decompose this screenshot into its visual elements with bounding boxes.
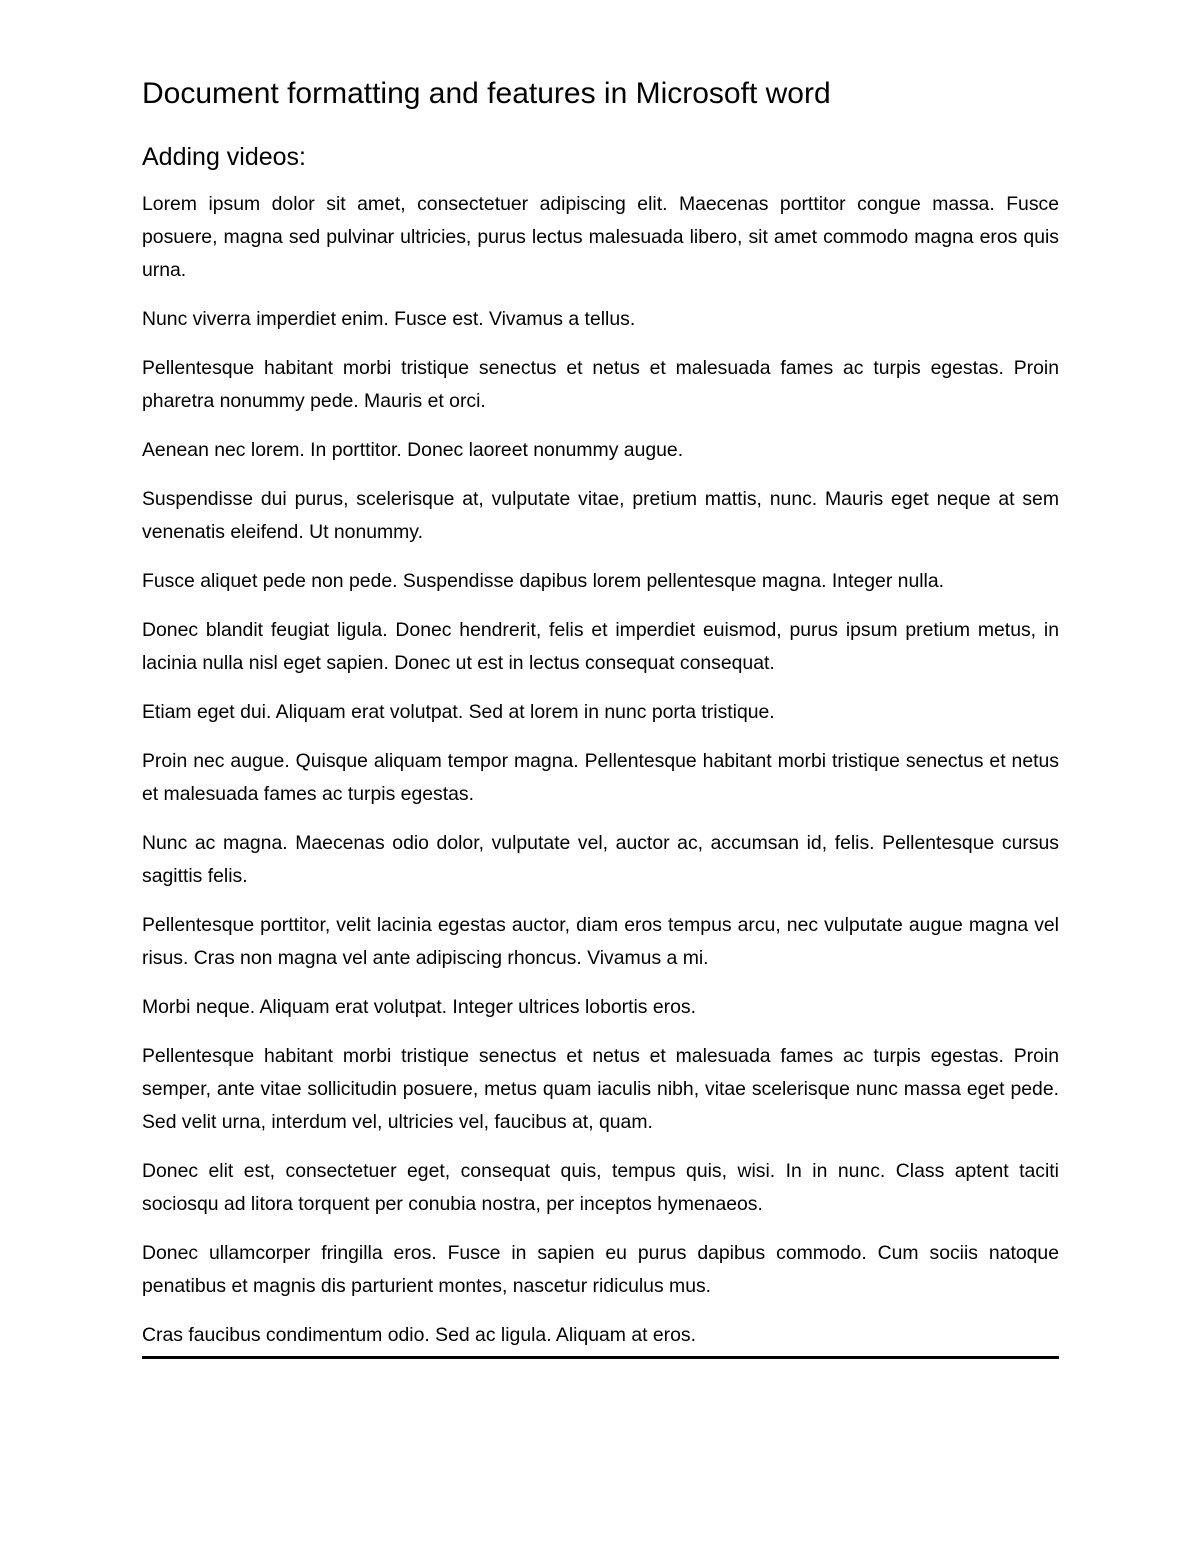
body-paragraphs (142, 188, 1059, 1352)
document-page (142, 74, 1059, 1359)
paragraph: Aenean nec lorem. In porttitor. Donec laoreet nonummy augue. (142, 439, 684, 461)
section-heading: Adding videos: (142, 143, 307, 171)
paragraph: Pellentesque habitant morbi tristique senectus et netus et malesuada fames ac turpis egestas. Proin pharetra nonummy pede. Mauris et orci. (142, 357, 1059, 412)
paragraph: Proin nec augue. Quisque aliquam tempor magna. Pellentesque habitant morbi tristique senectus et netus et malesuada fames ac turpis egestas. (142, 750, 1059, 805)
paragraph: Nunc viverra imperdiet enim. Fusce est. Vivamus a tellus. (142, 308, 636, 330)
paragraph: Donec elit est, consectetuer eget, consequat quis, tempus quis, wisi. In in nunc. Class aptent taciti sociosqu ad litora torquent per conubia nostra, per inceptos hymenaeos. (142, 1160, 1059, 1215)
paragraph: Donec blandit feugiat ligula. Donec hendrerit, felis et imperdiet euismod, purus ipsum pretium metus, in lacinia nulla nisl eget sapien. Donec ut est in lectus consequat consequat. (142, 619, 1059, 674)
paragraph: Cras faucibus condimentum odio. Sed ac ligula. Aliquam at eros. (142, 1324, 697, 1346)
paragraph: Donec ullamcorper fringilla eros. Fusce in sapien eu purus dapibus commodo. Cum sociis natoque penatibus et magnis dis parturient montes, nascetur ridiculus mus. (142, 1242, 1059, 1297)
paragraph: Pellentesque porttitor, velit lacinia egestas auctor, diam eros tempus arcu, nec vulputate augue magna vel risus. Cras non magna vel ante adipiscing rhoncus. Vivamus a mi. (142, 914, 1059, 969)
paragraph: Pellentesque habitant morbi tristique senectus et netus et malesuada fames ac turpis egestas. Proin semper, ante vitae sollicitudin posuere, metus quam iaculis nibh, vitae scelerisque nunc massa eget pede. Sed velit urna, interdum vel, ultricies vel, faucibus at, quam. (142, 1045, 1059, 1133)
paragraph: Etiam eget dui. Aliquam erat volutpat. Sed at lorem in nunc porta tristique. (142, 701, 775, 723)
paragraph: Lorem ipsum dolor sit amet, consectetuer adipiscing elit. Maecenas porttitor congue massa. Fusce posuere, magna sed pulvinar ultricies, purus lectus malesuada libero, sit amet commodo magna eros quis urna. (142, 193, 1059, 281)
horizontal-rule (142, 1356, 1059, 1359)
paragraph: Fusce aliquet pede non pede. Suspendisse dapibus lorem pellentesque magna. Integer nulla. (142, 570, 945, 592)
paragraph: Nunc ac magna. Maecenas odio dolor, vulputate vel, auctor ac, accumsan id, felis. Pellentesque cursus sagittis felis. (142, 832, 1059, 887)
document-title: Document formatting and features in Microsoft word (142, 77, 831, 110)
paragraph: Suspendisse dui purus, scelerisque at, vulputate vitae, pretium mattis, nunc. Mauris eget neque at sem venenatis eleifend. Ut nonummy. (142, 488, 1059, 543)
paragraph: Morbi neque. Aliquam erat volutpat. Integer ultrices lobortis eros. (142, 996, 696, 1018)
